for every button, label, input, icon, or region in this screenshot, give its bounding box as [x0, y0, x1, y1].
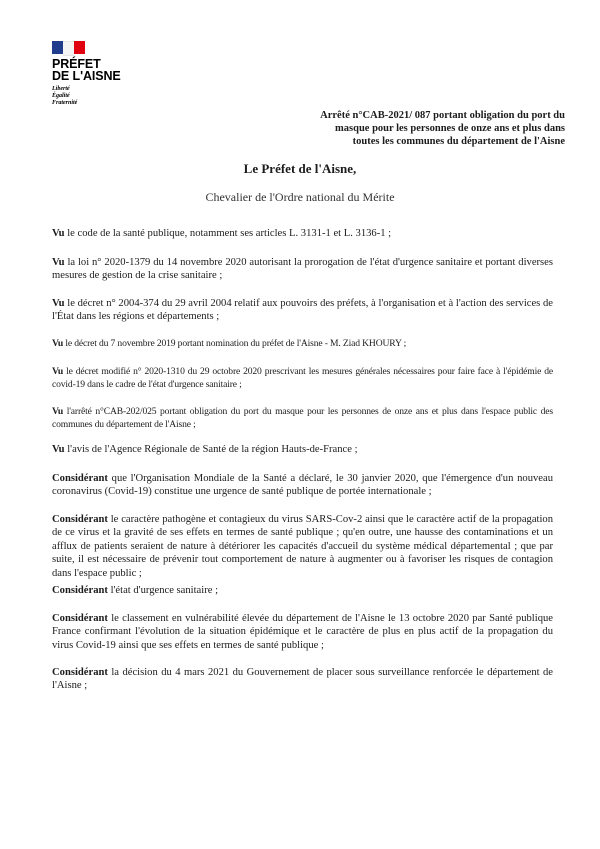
- recital-text: l'arrêté n°CAB-202/025 portant obligation du port du masque pour les personnes de onze ans et plus dans l'espace public des communes du département de l'Aisne ;: [52, 406, 553, 431]
- recital-text: le classement en vulnérabilité élevée du département de l'Aisne le 13 octobre 2020 par Santé publique France confirmant l'évolution de la situation épidémique et le caractère de plus en plus actif de la propagation du virus Covid-19 ainsi que ses effets en termes de santé publique ;: [52, 613, 553, 651]
- recital-text: la décision du 4 mars 2021 du Gouvernement de placer sous surveillance renforcée le département de l'Aisne ;: [52, 667, 553, 692]
- recital-text: l'avis de l'Agence Régionale de Santé de la région Hauts-de-France ;: [64, 444, 358, 455]
- recital-vu-arrete-cab-202-025: [52, 405, 553, 432]
- decree-title-line-1: Arrêté n°CAB-2021/ 087 portant obligation du port du: [320, 110, 565, 121]
- recital-lead: Vu: [52, 406, 64, 417]
- brand-name: [52, 58, 121, 82]
- recital-vu-code-sante: [52, 227, 553, 240]
- recital-lead: Vu: [52, 228, 65, 239]
- brand-line-2: DE L'AISNE: [52, 69, 121, 83]
- recital-lead: Considérant: [52, 613, 108, 624]
- recital-lead: Considérant: [52, 667, 108, 678]
- recital-vu-decret-2020-1310: [52, 365, 553, 392]
- decree-title-line-3: toutes les communes du département de l'Aisne: [352, 136, 565, 147]
- recital-lead: Considérant: [52, 585, 108, 596]
- recital-considerant-surveillance: [52, 666, 553, 693]
- motto-liberte: Liberté: [52, 86, 70, 92]
- recital-lead: Considérant: [52, 473, 108, 484]
- recital-lead: Vu: [52, 338, 64, 349]
- issuer-distinction: Chevalier de l'Ordre national du Mérite: [205, 190, 395, 204]
- prefecture-logo: [52, 41, 121, 107]
- issuer-name: Le Préfet de l'Aisne,: [243, 161, 357, 176]
- marianne-flag-icon: [52, 41, 85, 54]
- recital-text: le code de la santé publique, notamment ses articles L. 3131-1 et L. 3136-1 ;: [64, 228, 392, 239]
- recital-vu-avis-ars: [52, 443, 553, 456]
- motto-egalite: Égalité: [52, 93, 70, 99]
- recital-lead: Considérant: [52, 514, 108, 525]
- motto-fraternite: Fraternité: [52, 100, 78, 106]
- recital-considerant-vulnerabilite: [52, 612, 553, 652]
- recital-considerant-urgence: [52, 584, 553, 597]
- recital-text: le décret du 7 novembre 2019 portant nomination du préfet de l'Aisne - M. Ziad KHOURY ;: [63, 338, 407, 349]
- brand-line-1: PRÉFET: [52, 57, 101, 71]
- recital-lead: Vu: [52, 366, 64, 377]
- republic-motto: [52, 86, 121, 107]
- recital-vu-decret-2004-374: [52, 297, 553, 324]
- recital-lead: Vu: [52, 257, 65, 268]
- recital-text: que l'Organisation Mondiale de la Santé a déclaré, le 30 janvier 2020, que l'émergence d'un nouveau coronavirus (Covid-19) constitue une urgence de santé publique de portée internationale ;: [52, 473, 553, 498]
- decree-title: [265, 109, 565, 148]
- recital-lead: Vu: [52, 444, 65, 455]
- recital-considerant-oms: [52, 472, 553, 499]
- recital-considerant-sars-cov-2: [52, 513, 553, 580]
- recital-text: le décret n° 2004-374 du 29 avril 2004 relatif aux pouvoirs des préfets, à l'organisation et à l'action des services de l'État dans les régions et départements ;: [52, 298, 553, 323]
- recital-text: le décret modifié n° 2020-1310 du 29 octobre 2020 prescrivant les mesures générales nécessaires pour faire face à l'épidémie de covid-19 dans le cadre de l'état d'urgence sanitaire ;: [52, 366, 553, 391]
- recital-vu-decret-nomination: [52, 337, 553, 350]
- decree-title-line-2: masque pour les personnes de onze ans et plus dans: [335, 123, 565, 134]
- recital-text: le caractère pathogène et contagieux du virus SARS-Cov-2 ainsi que le caractère actif de la propagation de ce virus et la gravité de ses effets en termes de santé publique ; qu'en outre, une hausse des contaminations et un afflux de patients seraient de nature à détériorer les capacités d'accueil du système médical départemental ; que par suite, il est nécessaire de prévenir tout comportement de nature à augmenter ou à favoriser les risques de contagion dans l'espace public ;: [52, 514, 553, 579]
- recital-lead: Vu: [52, 298, 65, 309]
- recital-vu-loi-2020-1379: [52, 256, 553, 283]
- recital-text: la loi n° 2020-1379 du 14 novembre 2020 autorisant la prorogation de l'état d'urgence sanitaire et portant diverses mesures de gestion de la crise sanitaire ;: [52, 257, 553, 282]
- recital-text: l'état d'urgence sanitaire ;: [107, 585, 219, 596]
